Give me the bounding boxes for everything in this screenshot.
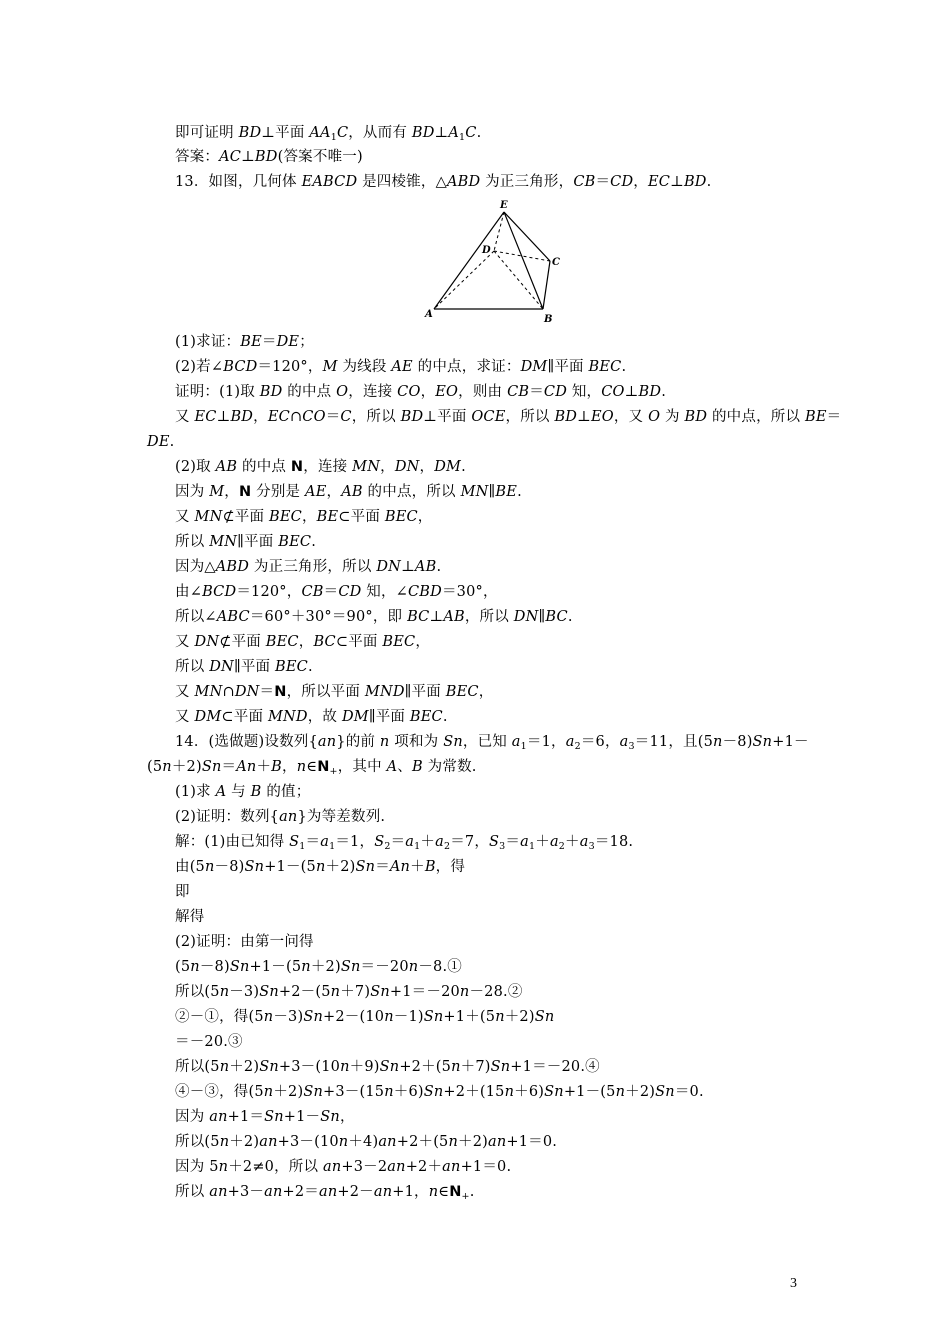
vertex-label-a: A: [425, 309, 433, 320]
text-line-28: (2)证明：由第一问得: [175, 934, 314, 950]
vertex-label-b: B: [544, 314, 553, 325]
text-line-27: 解得: [175, 909, 205, 925]
text-line-22: (1)求 A 与 B 的值；: [175, 784, 311, 800]
equation-1: (5n－8)Sn+1－(5n＋2)Sn＝－20n－8.①: [175, 959, 462, 975]
text-line-13: 因为△ABD 为正三角形，所以 DN⊥AB.: [175, 559, 442, 575]
text-line-7: 又 EC⊥BD，EC∩CO＝C，所以 BD⊥平面 OCE，所以 BD⊥EO，又 O 为 BD 的中点，所以 BE＝: [175, 409, 842, 425]
text-line-4: (1)求证：BE＝DE；: [175, 334, 314, 350]
text-line-8: DE.: [147, 434, 175, 450]
text-line-16: 又 DN⊄平面 BEC，BC⊂平面 BEC，: [175, 634, 431, 650]
text-line-2: 答案：AC⊥BD(答案不唯一): [175, 149, 363, 165]
text-line-6: 证明：(1)取 BD 的中点 O，连接 CO，EO，则由 CB＝CD 知，CO⊥BD.: [175, 384, 666, 400]
problem-14-statement: 14．(选做题)设数列{an}的前 n 项和为 Sn，已知 $a_1=1$，$a_2=6$，$a_3=11$，且(5n－8)Sn+1－: [175, 734, 809, 752]
text-line-11: 又 MN⊄平面 BEC，BE⊂平面 BEC，: [175, 509, 433, 525]
problem-13-statement: 13．如图，几何体 EABCD 是四棱锥，△ABD 为正三角形，CB＝CD，EC⊥BD.: [175, 174, 712, 190]
text-line-15: 所以∠ABC＝60°＋30°＝90°，即 BC⊥AB，所以 DN∥BC.: [175, 609, 573, 625]
text-line-5: (2)若∠BCD＝120°，M 为线段 AE 的中点，求证：DM∥平面 BEC.: [175, 359, 627, 375]
text-line-34: ④－③，得(5n＋2)Sn+3－(15n＋6)Sn+2＋(15n＋6)Sn+1－(5n＋2)Sn＝0.: [175, 1084, 704, 1100]
text-line-37: 因为 5n＋2≠0，所以 an+3－2an+2＋an+1＝0.: [175, 1159, 512, 1175]
vertex-label-c: C: [552, 257, 560, 268]
text-line-36: 所以(5n＋2)an+3－(10n＋4)an+2＋(5n＋2)an+1＝0.: [175, 1134, 558, 1150]
text-line-10: 因为 M，N 分别是 AE，AB 的中点，所以 MN∥BE.: [175, 484, 522, 500]
text-line-9: (2)取 AB 的中点 N，连接 MN，DN，DM.: [175, 459, 466, 475]
equation-3: ＝－20.③: [175, 1034, 243, 1050]
text-line-18: 又 MN∩DN＝N，所以平面 MND∥平面 BEC，: [175, 684, 494, 700]
vertex-label-e: E: [500, 200, 508, 211]
text-line-35: 因为 an+1＝Sn+1－Sn，: [175, 1109, 355, 1125]
text-line-31: ②－①，得(5n－3)Sn+2－(10n－1)Sn+1＋(5n＋2)Sn: [175, 1009, 555, 1025]
page-number: 3: [790, 1276, 797, 1291]
text-line-25: 由(5n－8)Sn+1－(5n＋2)Sn＝An＋B，得: [175, 859, 466, 875]
equation-2: 所以(5n－3)Sn+2－(5n＋7)Sn+1＝－20n－28.②: [175, 984, 523, 1000]
text-line-38: 所以 an+3－an+2＝an+2－an+1，$n\in N_+$.: [175, 1184, 475, 1202]
text-line-19: 又 DM⊂平面 MND，故 DM∥平面 BEC.: [175, 709, 448, 725]
text-line-1: 即可证明 BD⊥平面 $AA_1C$，从而有 $BD\perp A_1C$.: [175, 125, 482, 143]
text-line-26: 即: [175, 884, 190, 900]
equation-4: 所以(5n＋2)Sn+3－(10n＋9)Sn+2＋(5n＋7)Sn+1＝－20.④: [175, 1059, 600, 1075]
text-line-21: (5n＋2)Sn＝An＋B，$n\in N_+$，其中 A、B 为常数.: [147, 759, 477, 777]
text-line-14: 由∠BCD＝120°，CB＝CD 知，∠CBD＝30°，: [175, 584, 498, 600]
text-line-17: 所以 DN∥平面 BEC.: [175, 659, 313, 675]
text-line-24: 解：(1)由已知得 $S_1=a_1=1$，$S_2=a_1+a_2=7$，$S_3=a_1+a_2+a_3=18$.: [175, 834, 634, 852]
text-line-12: 所以 MN∥平面 BEC.: [175, 534, 317, 550]
text-line-23: (2)证明：数列{an}为等差数列.: [175, 809, 386, 825]
pyramid-figure: [420, 198, 565, 326]
vertex-label-d: D: [482, 245, 491, 256]
